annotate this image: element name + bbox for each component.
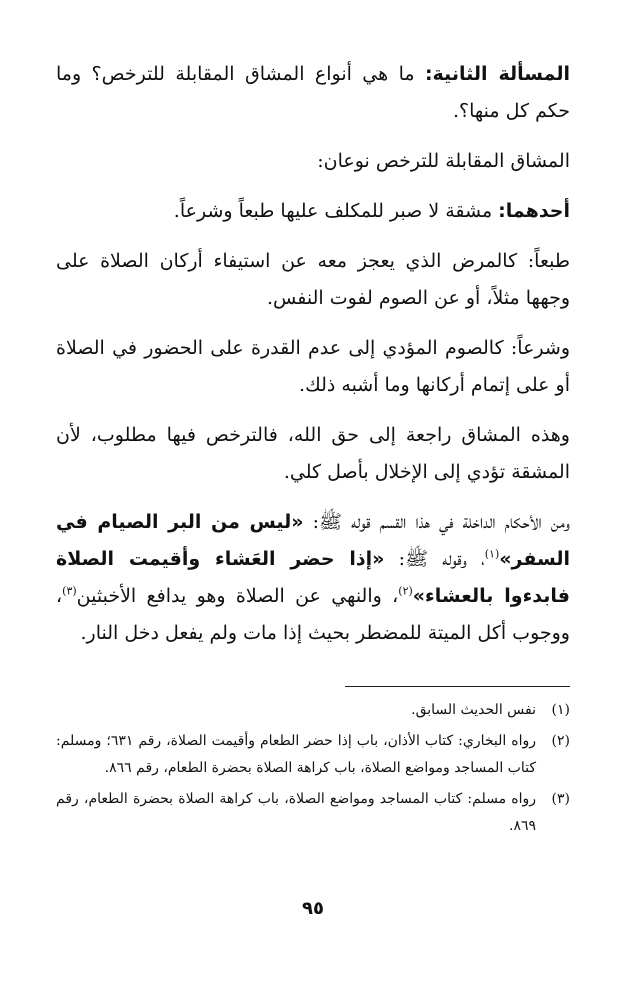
footnote-text: نفس الحديث السابق. (411, 702, 536, 718)
footnote-3 (56, 786, 570, 840)
footnote-text: رواه البخاري: كتاب الأذان، باب إذا حضر الطعام وأقيمت الصلاة، رقم ٦٣١؛ ومسلم: كتاب المساجد ومواضع الصلاة، باب كراهة الصلاة بحضرة الطعام، رقم ٨٦٦. (56, 733, 536, 776)
footnote-ref-3[interactable]: (٣) (62, 584, 77, 598)
first-type-label: أحدهما: (498, 200, 570, 222)
question-text: ما هي أنواع المشاق المقابلة للترخص؟ وما حكم كل منها؟. (56, 63, 570, 122)
legal-example-paragraph: وشرعاً: كالصوم المؤدي إلى عدم القدرة على الحضور في الصلاة أو على إتمام أركانها وما أشبه ذلك. (56, 337, 570, 396)
natural-example-paragraph: طبعاً: كالمرض الذي يعجز معه عن استيفاء أركان الصلاة على وجهها مثلاً، أو عن الصوم لفوت النفس. (56, 250, 570, 309)
types-intro-paragraph: المشاق المقابلة للترخص نوعان: (317, 150, 570, 172)
ruling-paragraph: وهذه المشاق راجعة إلى حق الله، فالترخص فيها مطلوب، لأن المشقة تؤدي إلى الإخلال بأصل كلي. (56, 424, 570, 483)
footnote-ref-2[interactable]: (٢) (398, 584, 413, 598)
question-label: المسألة الثانية: (424, 63, 570, 85)
examples-text-c: ، والنهي عن الصلاة وهو يدافع الأخبثين (76, 585, 399, 607)
page-number: ٩٥ (302, 898, 324, 919)
first-type-paragraph (56, 193, 570, 230)
footnote-2 (56, 728, 570, 782)
footnote-number: (٢) (551, 733, 570, 749)
hadith-quote-2: «إذا حضر العَشاء وأقيمت الصلاة فابدءوا بالعشاء» (56, 548, 570, 607)
footnote-ref-1[interactable]: (١) (484, 547, 500, 561)
first-type-text: مشقة لا صبر للمكلف عليها طبعاً وشرعاً. (173, 200, 499, 222)
question-paragraph (56, 56, 570, 130)
footnote-divider (345, 686, 570, 687)
footnote-number: (٣) (551, 791, 570, 807)
examples-text-a: ومن الأحكام الداخلة في هذا القسم قوله ﷺ: (303, 511, 570, 533)
footnote-text: رواه مسلم: كتاب المساجد ومواضع الصلاة، باب كراهة الصلاة بحضرة الطعام، رقم ٨٦٩. (56, 791, 536, 834)
footnote-1 (56, 697, 570, 724)
examples-text-b: ، وقوله ﷺ: (384, 548, 485, 570)
rulings-examples-paragraph (56, 504, 570, 652)
hadith-quote-1: «ليس من البر الصيام في السفر» (56, 511, 570, 570)
footnote-number: (١) (551, 702, 570, 718)
examples-text-d: ، ووجوب أكل الميتة للمضطر بحيث إذا مات ولم يفعل دخل النار. (56, 585, 570, 644)
